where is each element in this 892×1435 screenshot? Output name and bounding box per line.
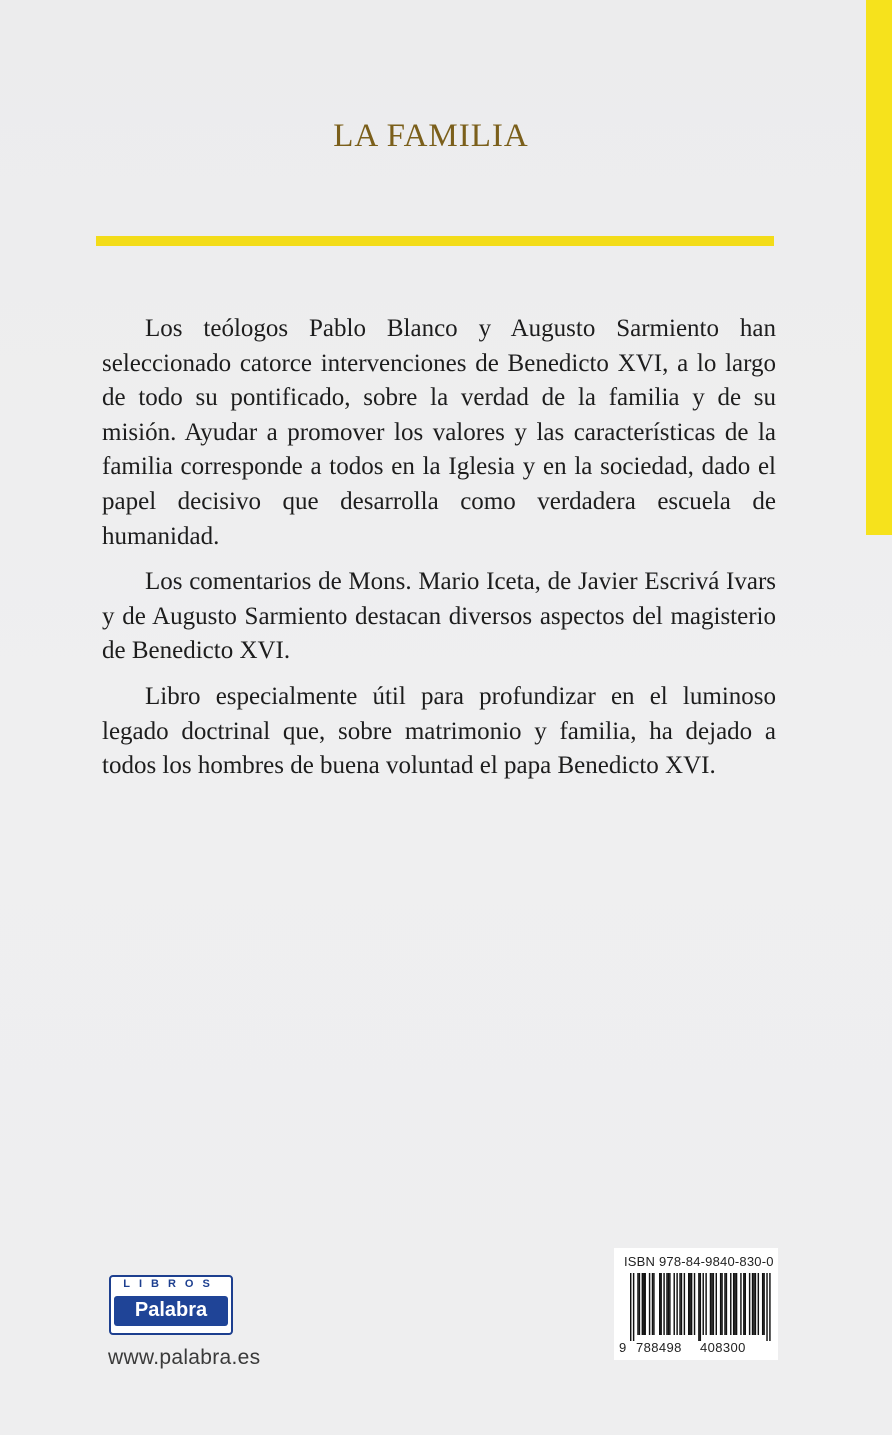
- barcode-bar: [660, 1273, 661, 1335]
- barcode-bar: [688, 1273, 689, 1335]
- barcode-bar: [736, 1273, 737, 1335]
- barcode-bar: [740, 1273, 741, 1335]
- barcode-bar: [745, 1273, 746, 1335]
- barcode-digits-right: 408300: [700, 1340, 746, 1355]
- barcode-bar: [769, 1273, 770, 1341]
- barcode-bar: [721, 1273, 722, 1335]
- barcode-bar: [684, 1273, 685, 1335]
- barcode-bar: [730, 1273, 731, 1335]
- barcode-bar: [691, 1273, 692, 1335]
- barcode-bar: [645, 1273, 646, 1335]
- logo-top-text: LIBROS: [123, 1278, 219, 1290]
- barcode-bar: [700, 1273, 701, 1341]
- blurb-paragraph: Los teólogos Pablo Blanco y Augusto Sarmiento han seleccionado catorce intervenciones de Benedicto XVI, a lo largo de todo su pontificado, sobre la verdad de la familia y de su misión. Ayudar a promover los valores y las características de la familia corresponde a todos en la Iglesia y en la sociedad, dado el papel decisivo que desarrolla como verdadera escuela de humanidad.: [102, 315, 776, 550]
- barcode-bar: [710, 1273, 711, 1335]
- barcode-digits-left: 788498: [636, 1340, 682, 1355]
- barcode-bar: [763, 1273, 764, 1335]
- barcode-bar: [668, 1273, 669, 1335]
- barcode-bar: [649, 1273, 650, 1335]
- barcode-bars: [630, 1273, 772, 1341]
- yellow-edge-stripe: [866, 0, 892, 535]
- barcode-bar: [705, 1273, 706, 1335]
- blurb: [102, 312, 776, 795]
- barcode-bar: [753, 1273, 754, 1335]
- barcode-bar: [674, 1273, 675, 1335]
- barcode-bar: [758, 1273, 759, 1335]
- barcode-bar: [734, 1273, 735, 1335]
- barcode-bar: [669, 1273, 670, 1335]
- barcode-bar: [643, 1273, 644, 1335]
- barcode-bar: [630, 1273, 631, 1341]
- publisher-logo: [109, 1275, 233, 1335]
- barcode-bar: [637, 1273, 638, 1335]
- barcode-bar: [698, 1273, 699, 1341]
- barcode-bar: [713, 1273, 714, 1335]
- barcode-bar: [726, 1273, 727, 1335]
- barcode-bar: [689, 1273, 690, 1335]
- barcode-bar: [762, 1273, 763, 1335]
- barcode-bar: [642, 1273, 643, 1335]
- barcode-bar: [676, 1273, 677, 1335]
- barcode-bar: [743, 1273, 744, 1335]
- barcode-bar: [755, 1273, 756, 1335]
- barcode-bar: [766, 1273, 767, 1341]
- publisher-website: www.palabra.es: [108, 1346, 261, 1369]
- barcode-bar: [633, 1273, 634, 1341]
- barcode-bar: [711, 1273, 712, 1335]
- barcode-bar: [716, 1273, 717, 1335]
- barcode-bar: [679, 1273, 680, 1335]
- barcode-bar: [694, 1273, 695, 1335]
- barcode-bar: [659, 1273, 660, 1335]
- barcode-digit-first: 9: [619, 1340, 627, 1355]
- barcode-bar: [733, 1273, 734, 1335]
- barcode-bar: [639, 1273, 640, 1335]
- barcode-bar: [749, 1273, 750, 1335]
- barcode-bar: [653, 1273, 654, 1335]
- blurb-paragraph: Los comentarios de Mons. Mario Iceta, de Javier Escrivá Ivars y de Augusto Sarmiento destacan diversos aspectos del magisterio de Benedicto XVI.: [102, 568, 776, 665]
- barcode-bar: [681, 1273, 682, 1335]
- barcode-bar: [720, 1273, 721, 1335]
- barcode-bar: [703, 1273, 704, 1335]
- logo-name: Palabra: [134, 1299, 208, 1321]
- barcode-bar: [724, 1273, 725, 1335]
- barcode-bar: [752, 1273, 753, 1335]
- barcode-bar: [652, 1273, 653, 1335]
- barcode-bar: [666, 1273, 667, 1335]
- blurb-paragraph: Libro especialmente útil para profundizar en el luminoso legado doctrinal que, sobre matrimonio y familia, ha dejado a todos los hombres de buena voluntad el papa Benedicto XVI.: [102, 682, 776, 780]
- isbn-label: ISBN 978-84-9840-830-0: [624, 1254, 774, 1269]
- title-divider: [96, 236, 774, 246]
- barcode-bar: [663, 1273, 664, 1335]
- book-title: LA FAMILIA: [333, 118, 529, 154]
